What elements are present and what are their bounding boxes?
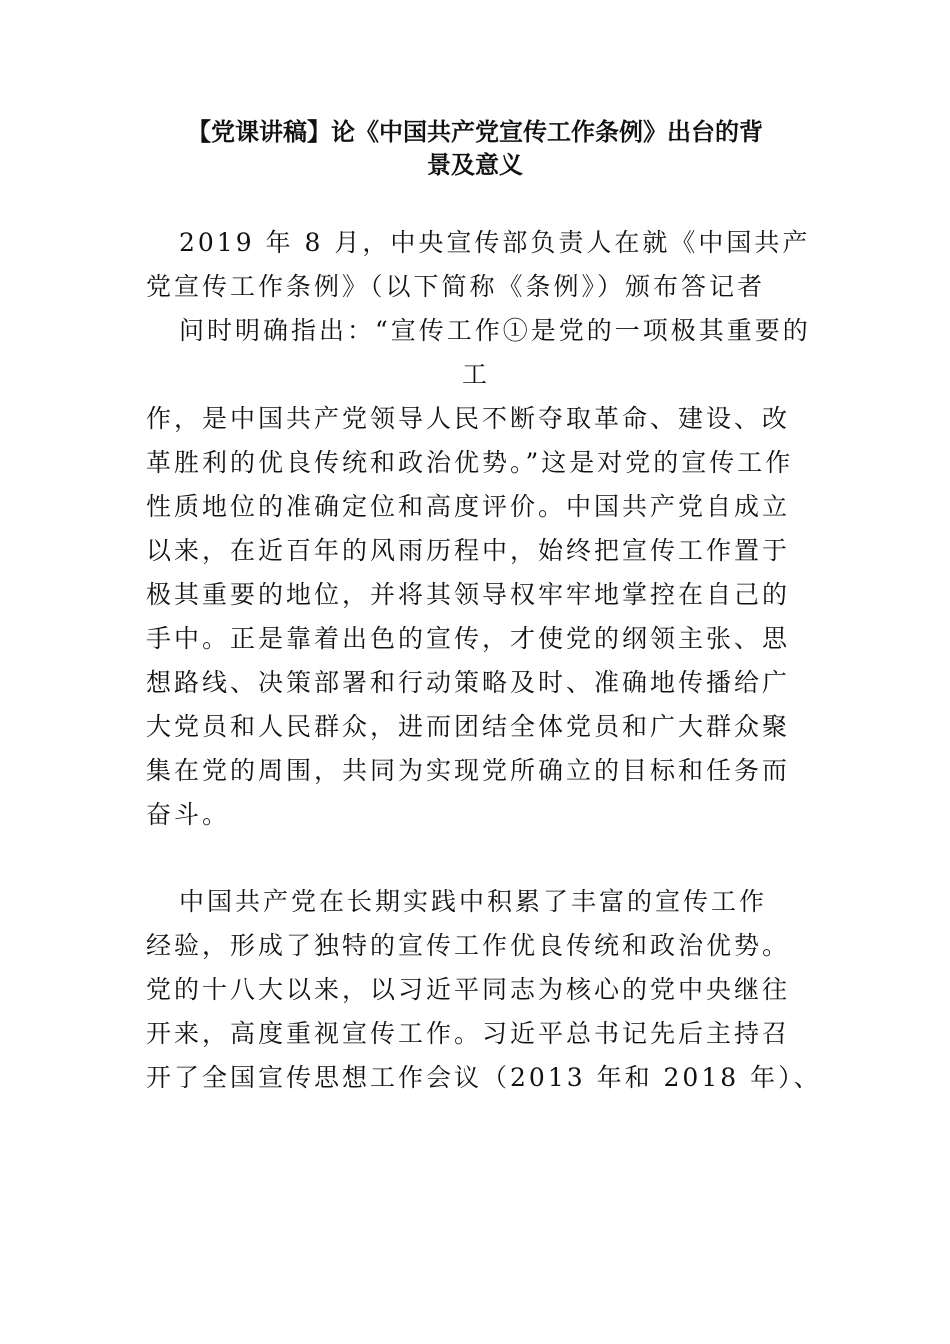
paragraph-line: 党宣传工作条例》（以下简称《条例》）颁布答记者 bbox=[146, 272, 766, 301]
paragraph-line: 大党员和人民群众，进而团结全体党员和广大群众聚 bbox=[146, 712, 791, 741]
paragraph-line: 奋斗。 bbox=[146, 800, 231, 829]
document-title bbox=[150, 116, 800, 182]
paragraph-line: 革胜利的优良传统和政治优势。”这是对党的宣传工作 bbox=[146, 448, 794, 477]
paragraph-line: 性质地位的准确定位和高度评价。中国共产党自成立 bbox=[146, 492, 791, 521]
paragraph-line: 经验，形成了独特的宣传工作优良传统和政治优势。 bbox=[146, 931, 791, 960]
paragraph-line: 党的十八大以来，以习近平同志为核心的党中央继往 bbox=[146, 975, 791, 1004]
paragraph-line: 问时明确指出：“宣传工作①是党的一项极其重要的 bbox=[179, 316, 811, 345]
title-line: 【党课讲稿】论《中国共产党宣传工作条例》出台的背 bbox=[187, 118, 763, 146]
paragraph-1 bbox=[146, 221, 811, 837]
title-line: 景及意义 bbox=[427, 151, 523, 179]
paragraph-line: 作，是中国共产党领导人民不断夺取革命、建设、改 bbox=[146, 404, 791, 433]
paragraph-line: 极其重要的地位，并将其领导权牢牢地掌控在自己的 bbox=[146, 580, 791, 609]
paragraph-line: 开了全国宣传思想工作会议（2013 年和 2018 年）、 bbox=[146, 1063, 822, 1092]
paragraph-line: 集在党的周围，共同为实现党所确立的目标和任务而 bbox=[146, 756, 791, 785]
paragraph-line: 想路线、决策部署和行动策略及时、准确地传播给广 bbox=[146, 668, 791, 697]
paragraph-line: 工 bbox=[461, 360, 490, 389]
paragraph-2 bbox=[146, 880, 822, 1100]
paragraph-line: 开来，高度重视宣传工作。习近平总书记先后主持召 bbox=[146, 1019, 791, 1048]
paragraph-line: 2019 年 8 月，中央宣传部负责人在就《中国共产 bbox=[179, 228, 811, 257]
paragraph-line: 手中。正是靠着出色的宣传，才使党的纲领主张、思 bbox=[146, 624, 791, 653]
paragraph-line: 以来，在近百年的风雨历程中，始终把宣传工作置于 bbox=[146, 536, 791, 565]
paragraph-line: 中国共产党在长期实践中积累了丰富的宣传工作 bbox=[179, 887, 768, 916]
